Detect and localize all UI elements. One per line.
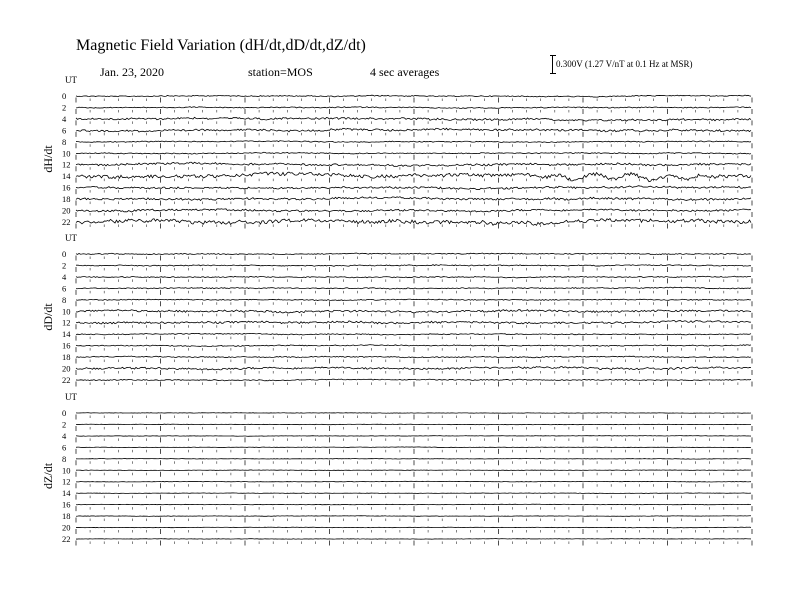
scale-label: 0.300V (1.27 V/nT at 0.1 Hz at MSR) (556, 59, 693, 69)
trace-line (76, 117, 751, 121)
chart-title: Magnetic Field Variation (dH/dt,dD/dt,dZ/dt) (76, 37, 366, 54)
row-label: 8 (62, 294, 67, 305)
trace-line (76, 436, 751, 437)
time-axis-label: UT (65, 392, 77, 402)
trace-line (76, 141, 751, 143)
time-axis-label: UT (65, 75, 77, 85)
row-label: 6 (62, 125, 67, 136)
row-label: 14 (62, 171, 71, 182)
trace-line (76, 253, 751, 255)
averaging-label: 4 sec averages (370, 65, 440, 79)
row-label: 16 (62, 340, 71, 351)
trace-line (76, 516, 751, 517)
row-label: 16 (62, 499, 71, 510)
row-label: 12 (62, 159, 71, 170)
trace-line (76, 162, 751, 166)
row-label: 14 (62, 329, 71, 340)
station-label: station=MOS (248, 65, 313, 79)
trace-line (76, 128, 751, 132)
trace-line (76, 172, 751, 182)
trace-line (76, 447, 751, 448)
row-label: 14 (62, 488, 71, 499)
trace-line (76, 152, 751, 154)
row-label: 4 (62, 271, 67, 282)
row-label: 12 (62, 317, 71, 328)
trace-line (76, 299, 751, 301)
trace-line (76, 209, 751, 212)
row-label: 10 (62, 306, 71, 317)
trace-line (76, 186, 751, 190)
row-label: 8 (62, 136, 67, 147)
row-label: 4 (62, 113, 67, 124)
trace-line (76, 367, 751, 371)
trace-line (76, 107, 751, 109)
row-label: 20 (62, 205, 71, 216)
row-label: 18 (62, 511, 71, 522)
row-label: 0 (62, 249, 67, 259)
row-label: 16 (62, 182, 71, 193)
trace-line (76, 321, 751, 324)
row-label: 20 (62, 522, 71, 533)
trace-line (76, 356, 751, 358)
row-label: 6 (62, 283, 67, 294)
trace-line (76, 345, 751, 347)
row-label: 20 (62, 363, 71, 374)
row-label: 8 (62, 453, 67, 464)
trace-line (76, 481, 751, 482)
trace-line (76, 379, 751, 381)
trace-line (76, 504, 751, 505)
row-label: 2 (62, 260, 67, 271)
row-label: 10 (62, 465, 71, 476)
date-label: Jan. 23, 2020 (100, 65, 164, 79)
row-label: 4 (62, 430, 67, 441)
trace-line (76, 539, 751, 540)
trace-line (76, 310, 751, 313)
trace-line (76, 333, 751, 335)
trace-line (76, 413, 751, 414)
row-label: 2 (62, 102, 67, 113)
panel-ylabel: dH/dt (41, 145, 55, 173)
panel-ylabel: dZ/dt (41, 462, 55, 489)
trace-line (76, 470, 751, 471)
panel-ylabel: dD/dt (41, 303, 55, 331)
row-label: 22 (62, 216, 71, 227)
row-label: 0 (62, 91, 67, 101)
row-label: 2 (62, 419, 67, 430)
time-axis-label: UT (65, 233, 77, 243)
trace-line (76, 424, 751, 425)
row-label: 10 (62, 148, 71, 159)
row-label: 0 (62, 408, 67, 418)
row-label: 22 (62, 374, 71, 385)
trace-line (76, 265, 751, 267)
trace-line (76, 276, 751, 278)
row-label: 18 (62, 194, 71, 205)
row-label: 6 (62, 442, 67, 453)
trace-line (76, 458, 751, 459)
trace-line (76, 527, 751, 528)
trace-line (76, 197, 751, 201)
trace-line (76, 493, 751, 494)
row-label: 18 (62, 352, 71, 363)
row-label: 12 (62, 476, 71, 487)
trace-line (76, 95, 751, 97)
trace-line (76, 287, 751, 289)
trace-line (76, 219, 751, 226)
row-label: 22 (62, 533, 71, 544)
